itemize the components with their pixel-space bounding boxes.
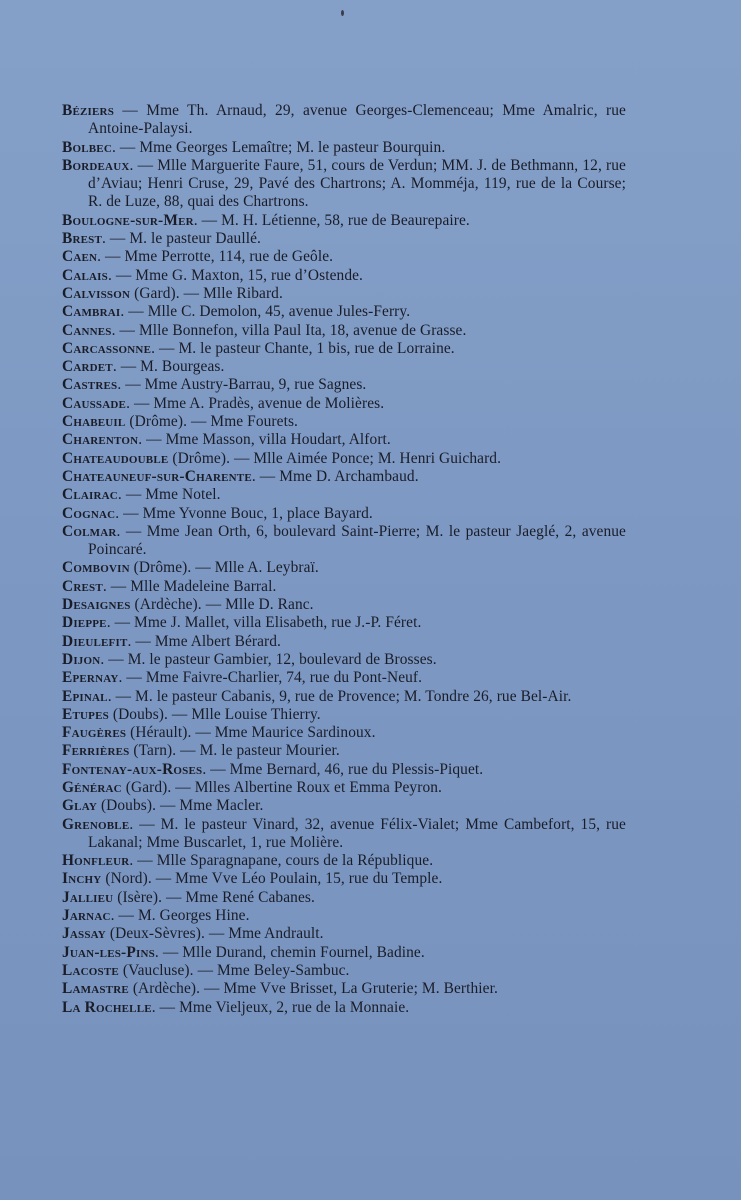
entry-text: . — Mme Vieljeux, 2, rue de la Monnaie. [151, 998, 410, 1016]
entry-text: . — M. Georges Hine. [110, 907, 250, 925]
place-name: Charenton [62, 431, 139, 449]
place-name: Lacoste [62, 961, 119, 979]
list-entry [62, 450, 626, 468]
list-entry [62, 651, 626, 669]
place-name: Jarnac [62, 907, 111, 925]
list-entry [62, 486, 626, 504]
list-entry [62, 376, 626, 394]
place-name: Colmar [62, 522, 117, 540]
list-entry [62, 413, 626, 431]
place-name: Inchy [62, 870, 102, 888]
place-name: Chateauneuf-sur-Charente [62, 467, 252, 485]
list-entry [62, 358, 626, 376]
entry-text: . — Mme A. Pradès, avenue de Molières. [126, 394, 385, 412]
department-name: (Nord) [101, 870, 148, 888]
department-name: (Hérault) [126, 724, 188, 742]
list-entry [62, 962, 626, 980]
entry-text: . — Mme Austry-Barrau, 9, rue Sagnes. [117, 376, 367, 394]
list-entry [62, 816, 626, 853]
entry-text: . — Mme Albert Bérard. [127, 632, 282, 650]
entry-text: . — Mlle C. Demolon, 45, avenue Jules-Ferry. [120, 303, 411, 321]
list-entry [62, 431, 626, 449]
place-name: Castres [62, 376, 118, 394]
entry-text: . — M. le pasteur Cabanis, 9, rue de Provence; M. Tondre 26, rue Bel-Air. [107, 687, 572, 705]
list-entry [62, 999, 626, 1017]
place-name: Epinal [62, 687, 108, 705]
list-entry [62, 523, 626, 560]
place-name: Bordeaux [62, 156, 130, 174]
list-entry [62, 779, 626, 797]
list-entry [62, 212, 626, 230]
list-entry [62, 688, 626, 706]
place-name: Chateaudouble [62, 449, 169, 467]
place-name: Brest [62, 230, 103, 248]
list-entry [62, 925, 626, 943]
department-name: (Tarn) [129, 742, 173, 760]
list-entry [62, 267, 626, 285]
entry-text: . — M. le pasteur Daullé. [102, 230, 261, 248]
place-name: Honfleur [62, 852, 130, 870]
entry-text: . — M. H. Létienne, 58, rue de Beaurepaire. [193, 211, 470, 229]
list-entry [62, 395, 626, 413]
place-name: Béziers [62, 102, 115, 119]
entry-text: . — Mlle A. Leybraï. [187, 559, 319, 577]
entry-text: . — Mme Maurice Sardinoux. [187, 724, 376, 742]
place-name: Cambrai [62, 303, 121, 321]
entry-text: . — Mme Beley-Sambuc. [189, 961, 350, 979]
entry-text: — Mme Th. Arnaud, 29, avenue Georges-Clemenceau; Mme Amalric, rue Antoine-Palaysi. [88, 102, 626, 138]
list-entry [62, 669, 626, 687]
entry-text: . — Mlle Marguerite Faure, 51, cours de Verdun; MM. J. de Bethmann, 12, rue d’Aviau; Henri Cruse, 29, Pavé des Chartrons; A. Momméja, 119, rue de la Course; R. de Luze, 88, quai des Chartrons. [88, 156, 626, 211]
entry-text: . — Mme Vve Brisset, La Gruterie; M. Berthier. [196, 980, 498, 998]
place-name: Dieulefit [62, 632, 128, 650]
place-name: Grenoble [62, 815, 130, 833]
place-name: Lamastre [62, 980, 129, 998]
department-name: (Gard) [130, 284, 176, 302]
place-name: Bolbec [62, 138, 112, 156]
list-entry [62, 633, 626, 651]
entry-text: . — Mlle Louise Thierry. [164, 705, 321, 723]
place-name: Faugères [62, 724, 127, 742]
list-entry [62, 797, 626, 815]
entry-text: . — Mme Notel. [117, 486, 221, 504]
department-name: (Doubs) [108, 705, 165, 723]
list-entry [62, 285, 626, 303]
list-entry [62, 303, 626, 321]
entry-text: . — Mme Georges Lemaître; M. le pasteur Bourquin. [111, 138, 446, 156]
list-entry [62, 724, 626, 742]
place-name: Carcassonne [62, 339, 152, 357]
place-name: Caen [62, 248, 98, 266]
list-entry [62, 742, 626, 760]
place-name: Générac [62, 778, 122, 796]
list-entry [62, 157, 626, 212]
address-list [62, 102, 626, 1017]
place-name: Dieppe [62, 614, 107, 632]
entry-text: . — Mme Fourets. [183, 413, 298, 431]
entry-text: . — Mme Yvonne Bouc, 1, place Bayard. [115, 504, 373, 522]
entry-text: . — Mlles Albertine Roux et Emma Peyron. [167, 778, 442, 796]
entry-text: . — M. le pasteur Vinard, 32, avenue Félix-Vialet; Mme Cambefort, 15, rue Lakanal; Mme Buscarlet, 1, rue Molière. [88, 815, 626, 851]
place-name: Calvisson [62, 284, 131, 302]
place-name: Epernay [62, 669, 119, 687]
entry-text: . — M. Bourgeas. [112, 358, 225, 376]
entry-text: . — Mme Jean Orth, 6, boulevard Saint-Pierre; M. le pasteur Jaeglé, 2, avenue Poincaré. [88, 522, 626, 559]
entry-text: . — Mlle Ribard. [175, 284, 283, 302]
place-name: Desaignes [62, 596, 131, 614]
department-name: (Deux-Sèvres) [105, 925, 201, 943]
place-name: Calais [62, 266, 108, 284]
department-name: (Ardèche) [130, 596, 198, 614]
department-name: (Isère) [113, 888, 159, 906]
entry-text: . — Mme Masson, villa Houdart, Alfort. [138, 431, 391, 449]
entry-text: . — Mme D. Archambaud. [251, 467, 419, 485]
list-entry [62, 944, 626, 962]
list-entry [62, 468, 626, 486]
place-name: Juan-les-Pins [62, 943, 155, 961]
entry-text: . — Mlle Durand, chemin Fournel, Badine. [154, 943, 425, 961]
place-name: Fontenay-aux-Roses [62, 760, 203, 778]
place-name: Jallieu [62, 888, 114, 906]
entry-text: . — Mme Perrotte, 114, rue de Geôle. [97, 248, 334, 266]
place-name: Cognac [62, 504, 116, 522]
entry-text: . — M. le pasteur Gambier, 12, boulevard de Brosses. [100, 650, 437, 668]
entry-text: . — Mme Vve Léo Poulain, 15, rue du Temple. [147, 870, 443, 888]
list-entry [62, 230, 626, 248]
place-name: La Rochelle [62, 998, 152, 1016]
entry-text: . — Mlle Bonnefon, villa Paul Ita, 18, avenue de Grasse. [111, 321, 467, 339]
department-name: (Gard) [121, 778, 168, 796]
department-name: (Vaucluse) [118, 961, 190, 979]
entry-text: . — Mme Bernard, 46, rue du Plessis-Piquet. [202, 760, 484, 778]
list-entry [62, 907, 626, 925]
list-entry [62, 340, 626, 358]
list-entry [62, 889, 626, 907]
entry-text: . — Mme J. Mallet, villa Elisabeth, rue J.-P. Féret. [106, 614, 422, 632]
department-name: (Drôme) [129, 559, 188, 577]
place-name: Cannes [62, 321, 112, 339]
entry-text: . — M. le pasteur Chante, 1 bis, rue de Lorraine. [151, 339, 455, 357]
list-entry [62, 852, 626, 870]
list-entry [62, 248, 626, 266]
entry-text: . — Mlle Aimée Ponce; M. Henri Guichard. [226, 449, 502, 467]
list-entry [62, 505, 626, 523]
entry-text: . — Mme Macler. [152, 797, 264, 815]
list-entry [62, 614, 626, 632]
entry-text: . — M. le pasteur Mourier. [172, 742, 340, 760]
place-name: Glay [62, 797, 97, 815]
list-entry [62, 870, 626, 888]
entry-text: . — Mlle Sparagnapane, cours de la République. [129, 852, 434, 870]
place-name: Etupes [62, 705, 109, 723]
place-name: Boulogne-sur-Mer [62, 211, 194, 229]
entry-text: . — Mlle D. Ranc. [197, 596, 314, 614]
list-entry [62, 761, 626, 779]
list-entry [62, 559, 626, 577]
entry-text: . — Mme G. Maxton, 15, rue d’Ostende. [107, 266, 363, 284]
place-name: Combovin [62, 559, 130, 577]
entry-text: . — Mlle Madeleine Barral. [102, 577, 277, 595]
department-name: (Drôme) [168, 449, 227, 467]
place-name: Chabeuil [62, 413, 126, 431]
list-entry [62, 596, 626, 614]
list-entry [62, 578, 626, 596]
place-name: Caussade [62, 394, 127, 412]
place-name: Cardet [62, 358, 113, 376]
list-entry [62, 139, 626, 157]
list-entry [62, 102, 626, 139]
entry-text: . — Mme Andrault. [200, 925, 324, 943]
entry-text: . — Mme Faivre-Charlier, 74, rue du Pont-Neuf. [118, 669, 423, 687]
place-name: Dijon [62, 650, 101, 668]
place-name: Jassay [62, 925, 106, 943]
department-name: (Ardèche) [128, 980, 197, 998]
department-name: (Drôme) [125, 413, 184, 431]
list-entry [62, 706, 626, 724]
list-entry [62, 322, 626, 340]
department-name: (Doubs) [97, 797, 153, 815]
list-entry [62, 980, 626, 998]
place-name: Ferrières [62, 742, 130, 760]
entry-text: . — Mme René Cabanes. [158, 888, 315, 906]
place-name: Clairac [62, 486, 118, 504]
place-name: Crest [62, 577, 103, 595]
printing-mark [341, 10, 344, 16]
